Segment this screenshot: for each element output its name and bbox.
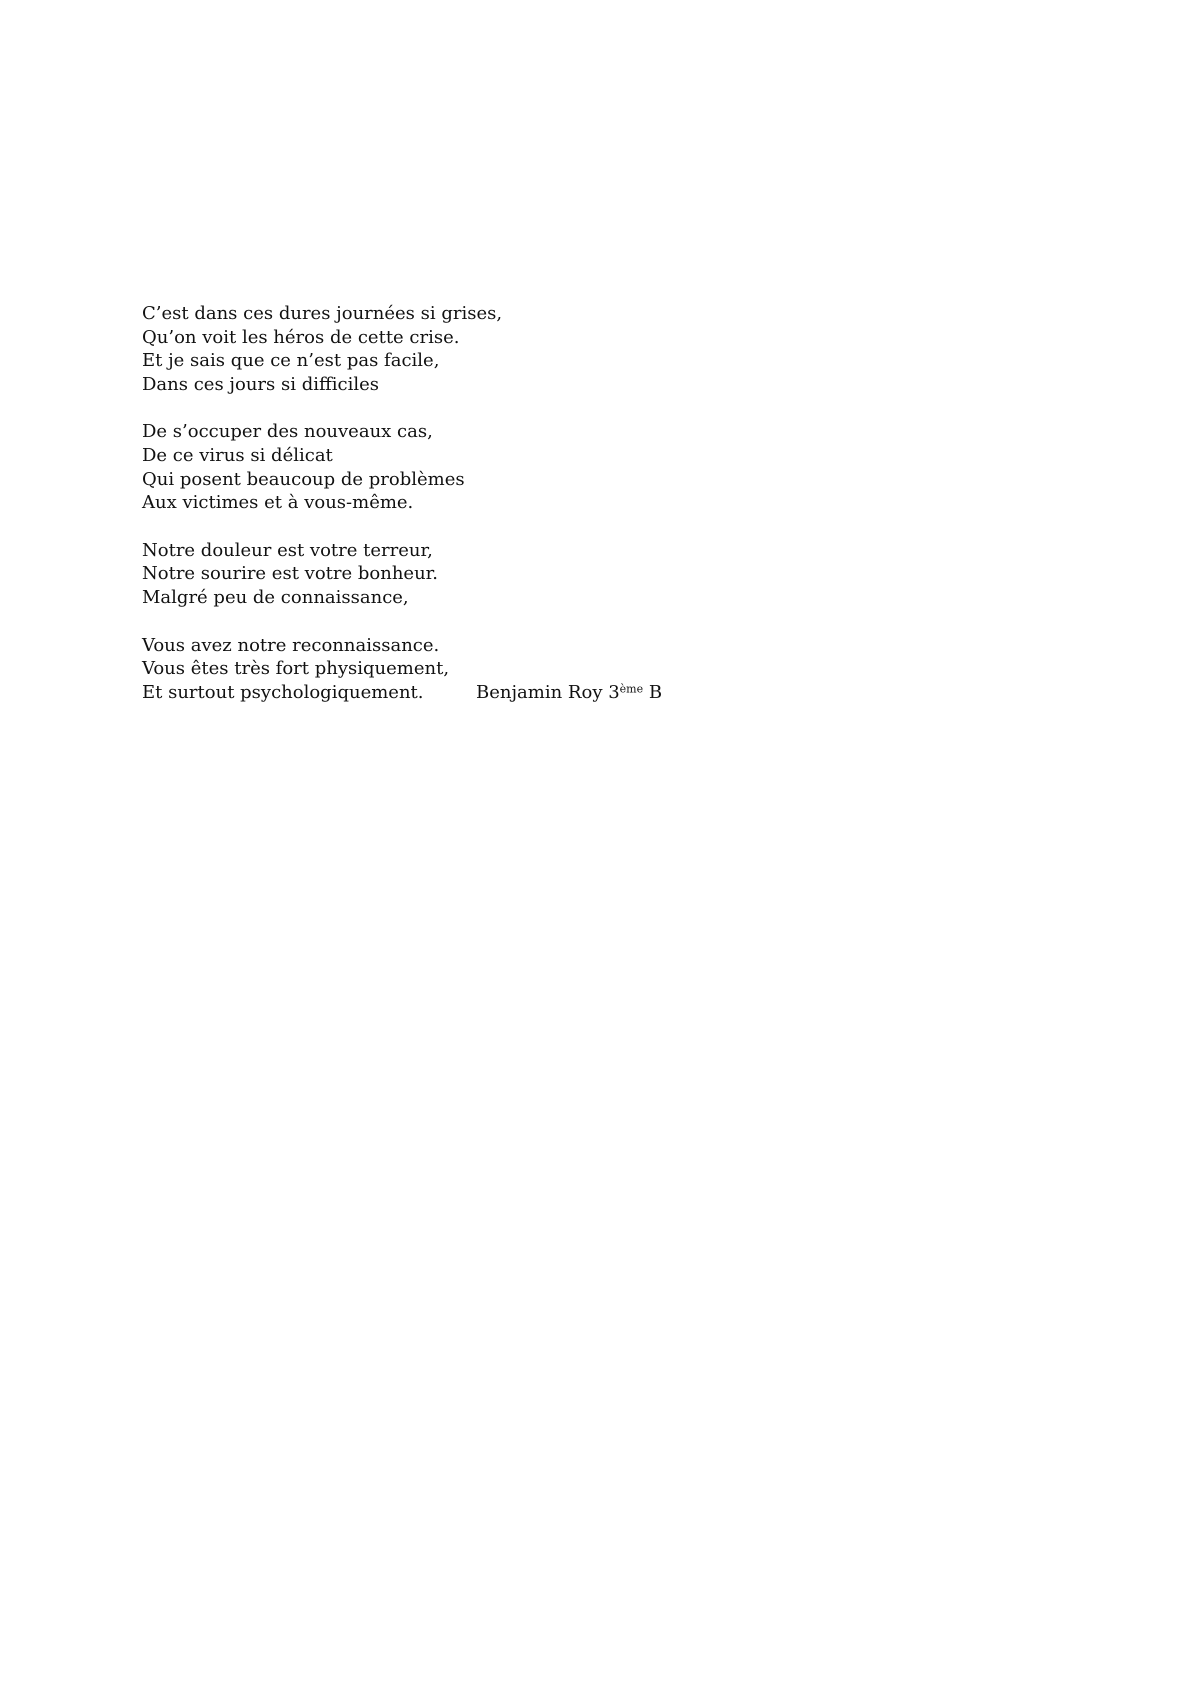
poem-line: C’est dans ces dures journées si grises, bbox=[142, 303, 503, 324]
poem-line: De ce virus si délicat bbox=[142, 444, 333, 466]
poem-line: Notre sourire est votre bonheur. bbox=[142, 563, 439, 585]
poem bbox=[142, 302, 842, 728]
stanza-3 bbox=[142, 539, 842, 610]
poem-line: Dans ces jours si difficiles bbox=[142, 373, 380, 395]
stanza-2 bbox=[142, 420, 842, 514]
poem-line: Vous êtes très fort physiquement, bbox=[142, 658, 450, 680]
poem-line: Qui posent beaucoup de problèmes bbox=[142, 468, 465, 490]
poem-line: Malgré peu de connaissance, bbox=[142, 586, 409, 608]
poem-line: Et je sais que ce n’est pas facile, bbox=[142, 350, 440, 372]
poem-line: Et surtout psychologiquement. bbox=[142, 681, 424, 703]
poem-last-line-row bbox=[142, 681, 842, 705]
poem-line: Vous avez notre reconnaissance. bbox=[142, 634, 440, 656]
poem-line: Aux victimes et à vous-même. bbox=[142, 492, 414, 514]
stanza-1 bbox=[142, 302, 842, 396]
class-letter: B bbox=[643, 681, 663, 703]
poem-line: Qu’on voit les héros de cette crise. bbox=[142, 326, 460, 348]
stanza-4 bbox=[142, 634, 842, 705]
author-signature bbox=[476, 681, 662, 705]
poem-line: Notre douleur est votre terreur, bbox=[142, 539, 433, 561]
grade-superscript: ème bbox=[619, 682, 644, 696]
author-name: Benjamin Roy 3 bbox=[476, 681, 620, 703]
poem-line: De s’occuper des nouveaux cas, bbox=[142, 421, 433, 443]
